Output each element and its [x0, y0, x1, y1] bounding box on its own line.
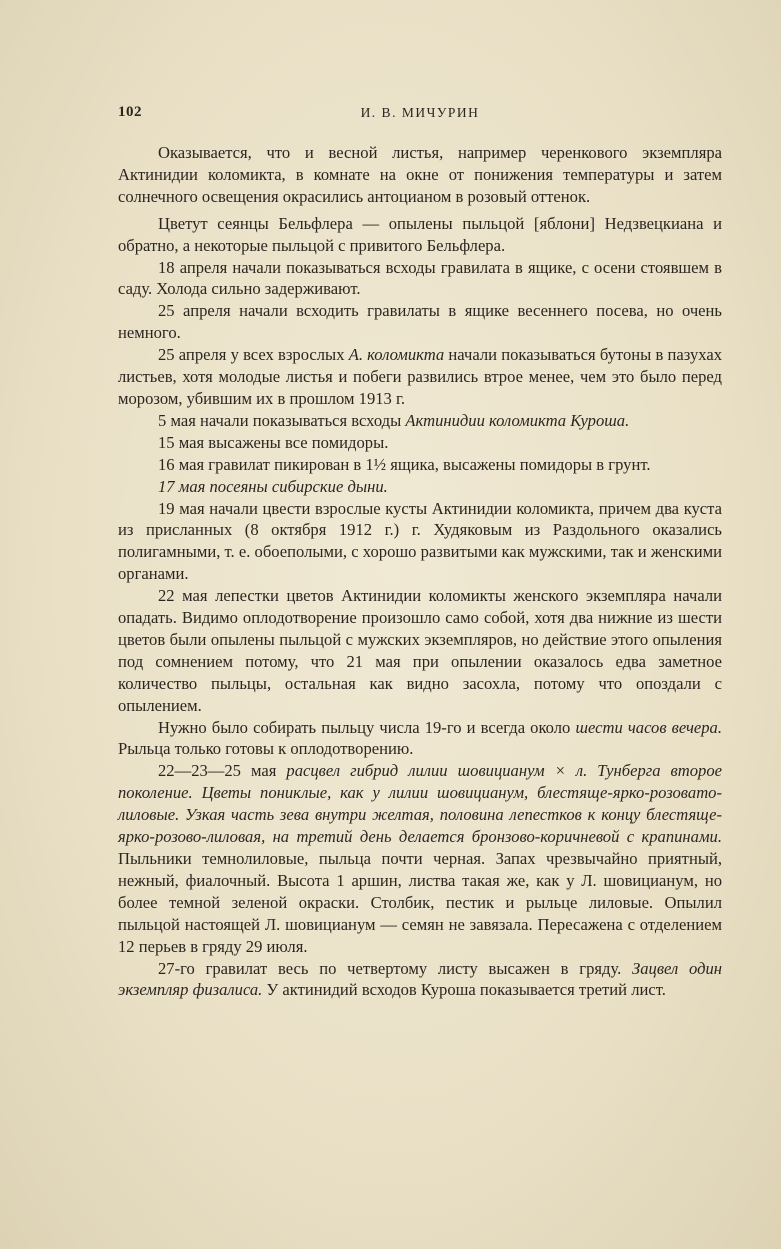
- paragraph: Цветут сеянцы Бельфлера — опылены пыльцой [яблони] Недзвецкиана и обратно, а некоторые пыльцой с привитого Бельфлера.: [118, 213, 722, 255]
- paragraph: 18 апреля начали показываться всходы гравилата в ящике, с осени стоявшем в саду. Холода сильно задерживают.: [118, 257, 722, 299]
- page-number: 102: [118, 104, 142, 120]
- text-span: 25 апреля у всех взрослых: [158, 345, 349, 365]
- page-header: [118, 104, 722, 126]
- text-span: У актинидий всходов Куроша показывается третий лист.: [262, 980, 666, 1000]
- paragraph: 15 мая высажены все помидоры.: [158, 432, 389, 452]
- text-span: Пыльники темнолиловые, пыльца почти черная. Запах чрезвычайно приятный, нежный, фиалочный. Высота 1 аршин, листва такая же, как у Л. шовицианум, но более темной зеленой окраски. Столбик, пестик и рыльце лиловые. Опылил пыльцой настоящей Л. шовицианум — семян не завязала. Пересажена с отделением 12 перьев в гряду 29 июля.: [118, 849, 722, 956]
- paragraph: [118, 760, 722, 957]
- italic-span: 17 мая посеяны сибирские дыни.: [158, 476, 388, 496]
- body-text: [118, 142, 722, 1001]
- paragraph: Оказывается, что и весной листья, например черенкового экземпляра Актинидии коломикта, в комнате на окне от понижения температуры и затем солнечного освещения окрасились антоцианом в розовый оттенок.: [118, 143, 722, 206]
- text-span: 5 мая начали показываться всходы: [158, 410, 406, 430]
- paragraph: 25 апреля начали всходить гравилаты в ящике весеннего посева, но очень немного.: [118, 301, 722, 343]
- paragraph: 22 мая лепестки цветов Актинидии коломикты женского экземпляра начали опадать. Видимо оплодотворение произошло само собой, хотя два нижние из шести цветов были опылены пыльцой с мужских экземпляров, но действие этого опыления под сомнением потому, что 21 мая при опылении оказалось едва заметное количество пыльцы, остальная как видно засохла, потому что опоздали с опылением.: [118, 586, 722, 715]
- text-span: начали показываться бутоны в пазухах листьев, хотя молодые листья и побеги развились втрое менее, чем это было перед морозом, убившим их в прошлом 1913 г.: [118, 345, 722, 408]
- text-span: Рыльца только готовы к оплодотворению.: [118, 739, 414, 759]
- italic-span: расцвел гибрид лилии шовицианум × л. Тунберга второе поколение. Цветы пониклые, как у лилии шовицианум, блестяще-ярко-розовато-лиловые. Узкая часть зева внутри желтая, половина лепестков к концу блестяще-ярко-розово-лиловая, на третий день делается бронзово-коричневой с крапинами.: [118, 761, 722, 847]
- paragraph: 16 мая гравилат пикирован в 1½ ящика, высажены помидоры в грунт.: [158, 454, 651, 474]
- text-span: Нужно было собирать пыльцу числа 19-го и всегда около: [158, 717, 576, 737]
- italic-span: Актинидии коломикта Куроша.: [405, 410, 630, 430]
- paragraph: [118, 410, 722, 432]
- italic-span: шести часов вечера.: [575, 717, 722, 737]
- text-span: 22—23—25 мая: [158, 761, 287, 781]
- paragraph: [118, 344, 722, 410]
- paragraph: [118, 717, 722, 761]
- running-head: И. В. МИЧУРИН: [360, 105, 480, 120]
- text-span: 27-го гравилат весь по четвертому листу высажен в гряду.: [158, 958, 633, 978]
- paragraph: [118, 958, 722, 1002]
- italic-span: A. коломикта: [348, 345, 445, 365]
- italic-span: Зацвел один экземпляр физалиса.: [118, 958, 723, 1000]
- paragraph: 19 мая начали цвести взрослые кусты Актинидии коломикта, причем два куста из присланных (8 октября 1912 г.) г. Худяковым из Раздольного оказались полигамными, т. е. обоеполыми, с хорошо развитыми как мужскими, так и женскими органами.: [118, 498, 722, 584]
- paragraph: [118, 476, 722, 498]
